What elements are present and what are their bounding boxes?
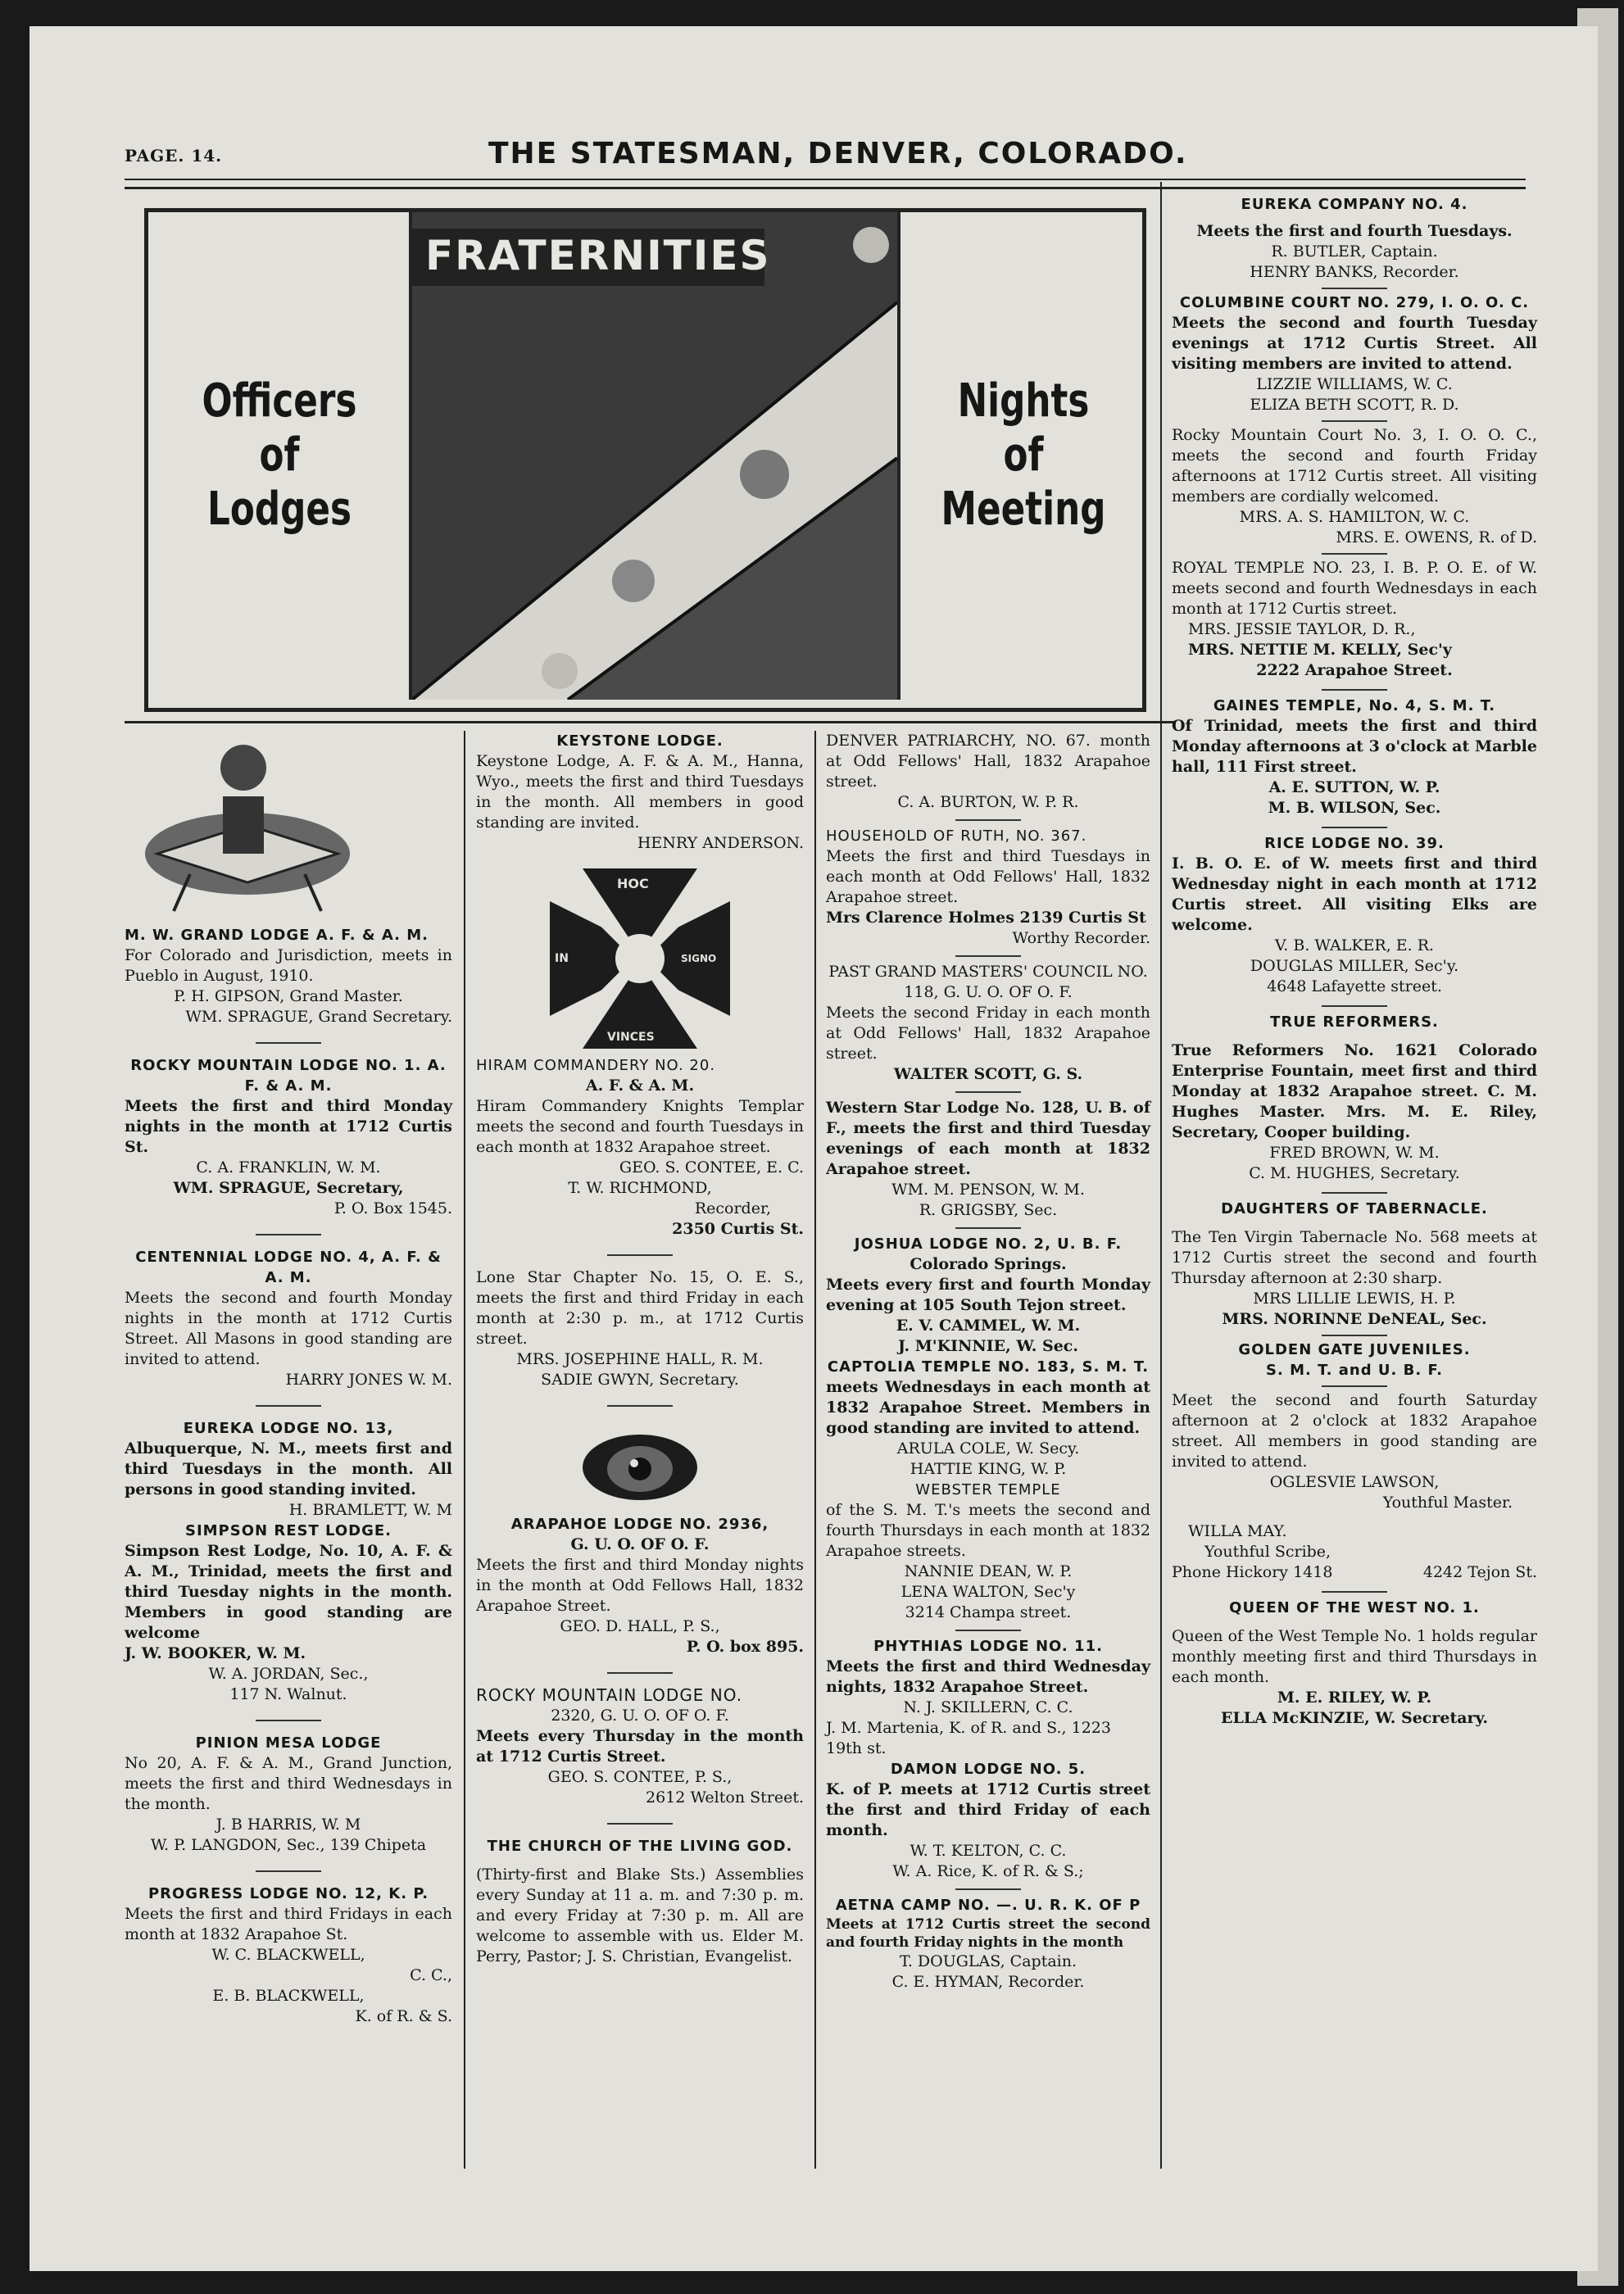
rocky-mountain-officer-2: WM. SPRAGUE, Secretary, <box>173 1179 404 1197</box>
page-number: PAGE. 14. <box>125 146 223 165</box>
arapahoe-officer-1: GEO. D. HALL, P. S., <box>560 1617 720 1635</box>
household-of-ruth-officer-1: Mrs Clarence Holmes 2139 Curtis St <box>826 909 1146 927</box>
rocky-mountain-officer-1: C. A. FRANKLIN, W. M. <box>196 1158 381 1176</box>
rocky-mountain-lodge-text: Meets the first and third Monday nights in the month at 1712 Curtis St. <box>125 1097 452 1156</box>
damon-lodge-text: K. of P. meets at 1712 Curtis street the first and third Friday of each month. <box>826 1780 1150 1839</box>
column-1 <box>125 731 452 2027</box>
aetna-camp-heading: AETNA CAMP NO. —. U. R. K. OF P <box>835 1897 1141 1914</box>
rocky-mountain-ouo-sub: 2320, G. U. O. OF O. F. <box>551 1707 729 1725</box>
separator <box>1322 1385 1387 1387</box>
fraternities-banner <box>144 208 1146 712</box>
golden-gate-sub: S. M. T. and U. B. F. <box>1266 1362 1443 1379</box>
simpson-officer-3: 117 N. Walnut. <box>229 1685 347 1703</box>
joshua-lodge-heading: JOSHUA LODGE NO. 2, U. B. F. <box>854 1235 1123 1253</box>
gaines-officer-2: M. B. WILSON, Sec. <box>1268 799 1441 817</box>
separator <box>256 1234 321 1235</box>
column-2 <box>476 731 804 1967</box>
separator <box>1322 288 1387 289</box>
keystone-text: Keystone Lodge, A. F. & A. M., Hanna, Wyo., meets the first and third Tuesdays in the month. All members in good standing are invited. <box>476 752 804 832</box>
arapahoe-officer-2: P. O. box 895. <box>686 1638 804 1656</box>
damon-lodge-heading: DAMON LODGE NO. 5. <box>890 1761 1086 1778</box>
arapahoe-lodge-heading: ARAPAHOE LODGE NO. 2936, <box>510 1516 769 1533</box>
golden-gate-phone: Phone Hickory 1418 <box>1172 1563 1333 1581</box>
golden-gate-heading: GOLDEN GATE JUVENILES. <box>1238 1341 1471 1358</box>
golden-gate-officer-3: WILLA MAY. <box>1188 1522 1287 1540</box>
royal-temple-officer-2: MRS. NETTIE M. KELLY, Sec'y <box>1188 641 1452 659</box>
masthead-rule <box>125 187 1526 189</box>
rice-officer-3: 4648 Lafayette street. <box>1267 977 1442 995</box>
separator <box>256 1870 321 1872</box>
queen-officer-2: ELLA McKINZIE, W. Secretary. <box>1220 1709 1489 1727</box>
progress-officer-1: W. C. BLACKWELL, <box>211 1946 365 1964</box>
aetna-camp-text: Meets at 1712 Curtis street the second and fourth Friday nights in the month <box>826 1916 1150 1951</box>
eureka-company-heading: EUREKA COMPANY NO. 4. <box>1241 196 1468 213</box>
banner-right-line3: Meeting <box>941 483 1106 536</box>
separator <box>256 1405 321 1407</box>
golden-gate-address: 4242 Tejon St. <box>1422 1563 1537 1581</box>
hiram-sub: A. F. & A. M. <box>585 1077 695 1095</box>
eureka-company-text: Meets the first and fourth Tuesdays. <box>1196 222 1513 240</box>
true-reformers-officer-2: C. M. HUGHES, Secretary. <box>1249 1164 1460 1182</box>
eureka-lodge-text: Albuquerque, N. M., meets first and third Tuesdays in the month. All persons in good standing invited. <box>125 1439 452 1498</box>
columbine-officer-1: LIZZIE WILLIAMS, W. C. <box>1256 375 1453 393</box>
gaines-officer-1: A. E. SUTTON, W. P. <box>1268 778 1440 796</box>
separator <box>1322 553 1387 555</box>
newspaper-page <box>29 26 1598 2271</box>
webster-officer-1: NANNIE DEAN, W. P. <box>904 1562 1073 1580</box>
simpson-officer-2: W. A. JORDAN, Sec., <box>208 1665 369 1683</box>
separator <box>1322 1192 1387 1194</box>
knights-templar-emblem <box>550 868 730 1049</box>
joshua-officer-2: J. M'KINNIE, W. Sec. <box>898 1337 1078 1355</box>
separator <box>256 1042 321 1044</box>
household-of-ruth-officer-2: Worthy Recorder. <box>1012 929 1150 947</box>
church-heading: THE CHURCH OF THE LIVING GOD. <box>487 1838 793 1855</box>
banner-title: FRATERNITIES <box>425 232 771 279</box>
rocky-mountain-ouo-heading: ROCKY MOUNTAIN LODGE NO. <box>476 1685 743 1705</box>
centennial-officer-1: HARRY JONES W. M. <box>285 1371 452 1389</box>
column-rule-1 <box>464 731 465 2169</box>
column-4 <box>1172 194 1537 1729</box>
masthead: THE STATESMAN, DENVER, COLORADO. <box>488 137 1188 170</box>
joshua-lodge-text: Meets every first and fourth Monday evening at 105 South Tejon street. <box>826 1276 1150 1314</box>
separator <box>955 1630 1021 1631</box>
phythias-heading: PHYTHIAS LODGE NO. 11. <box>873 1638 1103 1655</box>
separator <box>955 819 1021 821</box>
separator <box>1322 1005 1387 1007</box>
joshua-lodge-sub: Colorado Springs. <box>910 1255 1067 1273</box>
column-rule-2 <box>814 731 816 2169</box>
separator <box>955 1227 1021 1229</box>
emblem-in: IN <box>555 952 569 965</box>
past-grand-masters-heading: PAST GRAND MASTERS' COUNCIL NO. 118, G. U. O. OF O. F. <box>828 963 1148 1001</box>
masthead-rule-thin <box>125 179 1526 180</box>
lone-star-officer-2: SADIE GWYN, Secretary. <box>541 1371 739 1389</box>
eureka-officer-1: H. BRAMLETT, W. M <box>288 1501 452 1519</box>
separator <box>955 1888 1021 1890</box>
denver-patriarchy-text: DENVER PATRIARCHY, NO. 67. month at Odd Fellows' Hall, 1832 Arapahoe street. <box>826 732 1150 791</box>
golden-gate-officer-1: OGLESVIE LAWSON, <box>1269 1473 1440 1491</box>
progress-lodge-heading: PROGRESS LODGE NO. 12, K. P. <box>147 1885 429 1902</box>
centennial-lodge-text: Meets the second and fourth Monday nights in the month at 1712 Curtis Street. All Masons in good standing are invited to attend. <box>125 1289 452 1368</box>
separator <box>607 1823 673 1825</box>
keystone-heading: KEYSTONE LODGE. <box>556 732 724 750</box>
column-rule-3 <box>1160 182 1162 2169</box>
separator <box>955 1091 1021 1093</box>
webster-temple-heading: WEBSTER TEMPLE <box>915 1481 1061 1498</box>
hiram-officer-2: T. W. RICHMOND, <box>568 1179 712 1197</box>
grand-lodge-heading: M. W. GRAND LODGE A. F. & A. M. <box>125 927 429 944</box>
hiram-text: Hiram Commandery Knights Templar meets the second and fourth Tuesdays in each month at 1832 Arapahoe street. <box>476 1097 804 1156</box>
rice-lodge-heading: RICE LODGE NO. 39. <box>1264 835 1445 852</box>
columbine-court-text: Meets the second and fourth Tuesday evenings at 1712 Curtis Street. All visiting members are invited to attend. <box>1172 314 1537 373</box>
banner-left-panel <box>148 212 412 700</box>
separator <box>1322 827 1387 828</box>
western-star-officer-1: WM. M. PENSON, W. M. <box>891 1181 1085 1199</box>
lone-star-officer-1: MRS. JOSEPHINE HALL, R. M. <box>516 1350 764 1368</box>
simpson-rest-text: Simpson Rest Lodge, No. 10, A. F. & A. M., Trinidad, meets the first and third Tuesday nights in the month. Members in good standing are welcome <box>125 1542 452 1642</box>
banner-right-line2: of <box>1003 428 1044 482</box>
progress-officer-3: E. B. BLACKWELL, <box>212 1987 365 2005</box>
household-of-ruth-text: Meets the first and third Tuesdays in each month at Odd Fellows' Hall, 1832 Arapahoe street. <box>826 847 1150 906</box>
phythias-text: Meets the first and third Wednesday nights, 1832 Arapahoe Street. <box>826 1657 1150 1696</box>
webster-officer-3: 3214 Champa street. <box>905 1603 1072 1621</box>
progress-officer-2: C. C., <box>410 1966 452 1984</box>
simpson-officer-1: J. W. BOOKER, W. M. <box>125 1644 306 1662</box>
banner-left-line1: Officers <box>202 374 357 428</box>
banner-right-line1: Nights <box>957 374 1090 428</box>
captolia-text: meets Wednesdays in each month at 1832 Arapahoe Street. Members in good standing are invited to attend. <box>826 1378 1150 1437</box>
rocky-mountain-officer-3: P. O. Box 1545. <box>333 1199 452 1217</box>
rocky-mountain-court-officer-2: MRS. E. OWENS, R. of D. <box>1336 528 1537 546</box>
eureka-lodge-heading: EUREKA LODGE NO. 13, <box>183 1420 394 1437</box>
columbine-officer-2: ELIZA BETH SCOTT, R. D. <box>1250 396 1459 414</box>
phythias-officer-2: J. M. Martenia, K. of R. and S., 1223 19th st. <box>826 1719 1111 1757</box>
damon-officer-1: W. T. KELTON, C. C. <box>910 1842 1067 1860</box>
gaines-temple-heading: GAINES TEMPLE, No. 4, S. M. T. <box>1213 697 1496 714</box>
rocky-mountain-court-text: Rocky Mountain Court No. 3, I. O. O. C., meets the second and fourth Friday afternoons at 1712 Curtis street. All visiting members are cordially welcomed. <box>1172 426 1537 505</box>
separator <box>607 1254 673 1256</box>
hiram-heading: HIRAM COMMANDERY NO. 20. <box>476 1057 716 1074</box>
grand-lodge-officer-2: WM. SPRAGUE, Grand Secretary. <box>185 1008 452 1026</box>
simpson-rest-heading: SIMPSON REST LODGE. <box>184 1522 392 1539</box>
daughters-tabernacle-heading: DAUGHTERS OF TABERNACLE. <box>1221 1200 1488 1217</box>
columbine-court-heading: COLUMBINE COURT NO. 279, I. O. O. C. <box>1179 294 1530 311</box>
arapahoe-lodge-sub: G. U. O. OF O. F. <box>570 1535 710 1553</box>
rocky-mountain-ouo-text: Meets every Thursday in the month at 1712 Curtis Street. <box>476 1727 804 1766</box>
church-text: (Thirty-first and Blake Sts.) Assemblies every Sunday at 11 a. m. and 7:30 p. m. and every Friday at 7:30 p. m. All are welcome to assemble with us. Elder M. Perry, Pastor; J. S. Christian, Evangelist. <box>476 1866 804 1965</box>
golden-gate-officer-2: Youthful Master. <box>1382 1494 1513 1512</box>
daughters-tabernacle-text: The Ten Virgin Tabernacle No. 568 meets at 1712 Curtis street the second and fourth Thursday afternoon at 2:30 sharp. <box>1172 1228 1537 1287</box>
emblem-vinces: VINCES <box>607 1031 655 1044</box>
eureka-company-officer-2: HENRY BANKS, Recorder. <box>1250 263 1459 281</box>
rice-lodge-text: I. B. O. E. of W. meets first and third Wednesday night in each month at 1712 Curtis street. All visiting Elks are welcome. <box>1172 855 1537 934</box>
arapahoe-lodge-text: Meets the first and third Monday nights in the month at Odd Fellows Hall, 1832 Arapahoe Street. <box>476 1556 804 1615</box>
joshua-officer-1: E. V. CAMMEL, W. M. <box>896 1317 1081 1335</box>
pinion-officer-2: W. P. LANGDON, Sec., 139 Chipeta <box>150 1836 427 1854</box>
hiram-officer-1: GEO. S. CONTEE, E. C. <box>619 1158 804 1176</box>
true-reformers-heading: TRUE REFORMERS. <box>1270 1013 1439 1031</box>
banner-bottom-rule <box>125 721 1175 723</box>
captolia-officer-1: ARULA COLE, W. Secy. <box>896 1439 1080 1458</box>
queen-of-west-text: Queen of the West Temple No. 1 holds regular monthly meeting first and third Thursdays in each month. <box>1172 1627 1537 1686</box>
hiram-officer-4: 2350 Curtis St. <box>672 1220 804 1238</box>
lone-star-text: Lone Star Chapter No. 15, O. E. S., meets the first and third Friday in each month at 2:30 p. m., at 1712 Curtis street. <box>476 1268 804 1348</box>
separator <box>1322 1591 1387 1593</box>
past-grand-masters-text: Meets the second Friday in each month at Odd Fellows' Hall, 1832 Arapahoe street. <box>826 1004 1150 1063</box>
emblem-hoc: HOC <box>617 876 649 891</box>
rocky-mountain-court-officer-1: MRS. A. S. HAMILTON, W. C. <box>1239 508 1470 526</box>
rocky-mountain-ouo-officer-2: 2612 Welton Street. <box>646 1789 804 1807</box>
phythias-officer-1: N. J. SKILLERN, C. C. <box>903 1698 1073 1716</box>
centennial-lodge-heading: CENTENNIAL LODGE NO. 4, A. F. & A. M. <box>135 1249 442 1286</box>
daughters-officer-1: MRS LILLIE LEWIS, H. P. <box>1253 1290 1456 1308</box>
column-3 <box>826 731 1150 1993</box>
true-reformers-officer-1: FRED BROWN, W. M. <box>1269 1144 1440 1162</box>
banner-right-panel <box>897 212 1145 700</box>
separator <box>1322 420 1387 422</box>
golden-gate-officer-4: Youthful Scribe, <box>1204 1543 1331 1561</box>
western-star-officer-2: R. GRIGSBY, Sec. <box>919 1201 1058 1219</box>
progress-lodge-text: Meets the first and third Fridays in each month at 1832 Arapahoe St. <box>125 1905 452 1943</box>
gaines-temple-text: Of Trinidad, meets the first and third Monday afternoons at 3 o'clock at Marble hall, 111 First street. <box>1172 717 1537 776</box>
aetna-officer-1: T. DOUGLAS, Captain. <box>899 1952 1077 1970</box>
household-of-ruth-heading: HOUSEHOLD OF RUTH, NO. 367. <box>826 827 1087 845</box>
golden-gate-text: Meet the second and fourth Saturday afternoon at 2 o'clock at 1832 Arapahoe street. All members in good standing are invited to attend. <box>1172 1391 1537 1471</box>
captolia-officer-2: HATTIE KING, W. P. <box>910 1460 1067 1478</box>
banner-left-line3: Lodges <box>206 483 352 536</box>
separator <box>607 1672 673 1674</box>
grand-lodge-text: For Colorado and Jurisdiction, meets in Pueblo in August, 1910. <box>125 946 452 985</box>
western-star-text: Western Star Lodge No. 128, U. B. of F., meets the first and third Tuesday evenings of each month at 1832 Arapahoe street. <box>826 1099 1150 1178</box>
true-reformers-text: True Reformers No. 1621 Colorado Enterprise Fountain, meet first and third Monday at 1832 Arapahoe street. C. M. Hughes Master. Mrs. M. E. Riley, Secretary, Cooper building. <box>1172 1041 1537 1141</box>
separator <box>256 1720 321 1721</box>
emblem-signo: SIGNO <box>681 953 717 964</box>
eye-illustration <box>476 1418 804 1508</box>
masonic-book-illustration <box>125 731 452 919</box>
queen-officer-1: M. E. RILEY, W. P. <box>1277 1689 1432 1707</box>
separator <box>1322 689 1387 691</box>
webster-officer-2: LENA WALTON, Sec'y <box>900 1583 1076 1601</box>
banner-illustration <box>412 212 897 700</box>
captolia-heading: CAPTOLIA TEMPLE NO. 183, S. M. T. <box>827 1358 1150 1376</box>
pinion-officer-1: J. B HARRIS, W. M <box>215 1816 361 1834</box>
hiram-officer-3: Recorder, <box>694 1199 771 1217</box>
pinion-mesa-text: No 20, A. F. & A. M., Grand Junction, meets the first and third Wednesdays in the month. <box>125 1754 452 1813</box>
illustration-art <box>412 212 897 700</box>
daughters-officer-2: MRS. NORINNE DeNEAL, Sec. <box>1222 1310 1487 1328</box>
grand-lodge-officer-1: P. H. GIPSON, Grand Master. <box>174 987 403 1005</box>
banner-left-line2: of <box>259 428 300 482</box>
pinion-mesa-heading: PINION MESA LODGE <box>195 1734 382 1752</box>
rice-officer-2: DOUGLAS MILLER, Sec'y. <box>1250 957 1459 975</box>
royal-temple-officer-3: 2222 Arapahoe Street. <box>1256 661 1453 679</box>
aetna-officer-2: C. E. HYMAN, Recorder. <box>891 1973 1085 1991</box>
webster-temple-text: of the S. M. T.'s meets the second and fourth Thursdays in each month at 1832 Arapahoe streets. <box>826 1501 1150 1560</box>
rocky-mountain-ouo-officer-1: GEO. S. CONTEE, P. S., <box>547 1768 733 1786</box>
eureka-company-officer-1: R. BUTLER, Captain. <box>1271 243 1438 261</box>
separator <box>955 955 1021 957</box>
separator <box>1322 1335 1387 1336</box>
royal-temple-text: ROYAL TEMPLE NO. 23, I. B. P. O. E. of W. meets second and fourth Wednesdays in each month at 1712 Curtis street. <box>1172 559 1537 618</box>
keystone-officer-1: HENRY ANDERSON. <box>637 834 804 852</box>
royal-temple-officer-1: MRS. JESSIE TAYLOR, D. R., <box>1188 620 1416 638</box>
queen-of-west-heading: QUEEN OF THE WEST NO. 1. <box>1229 1599 1480 1616</box>
damon-officer-2: W. A. Rice, K. of R. & S.; <box>892 1862 1084 1880</box>
rocky-mountain-lodge-heading: ROCKY MOUNTAIN LODGE NO. 1. A. F. & A. M. <box>130 1057 447 1095</box>
rice-officer-1: V. B. WALKER, E. R. <box>1274 936 1435 954</box>
progress-officer-4: K. of R. & S. <box>355 2007 452 2025</box>
separator <box>607 1405 673 1407</box>
golden-gate-phone-line <box>1172 1562 1537 1583</box>
denver-patriarchy-officer-1: C. A. BURTON, W. P. R. <box>897 793 1079 811</box>
past-grand-masters-officer-1: WALTER SCOTT, G. S. <box>893 1065 1083 1083</box>
